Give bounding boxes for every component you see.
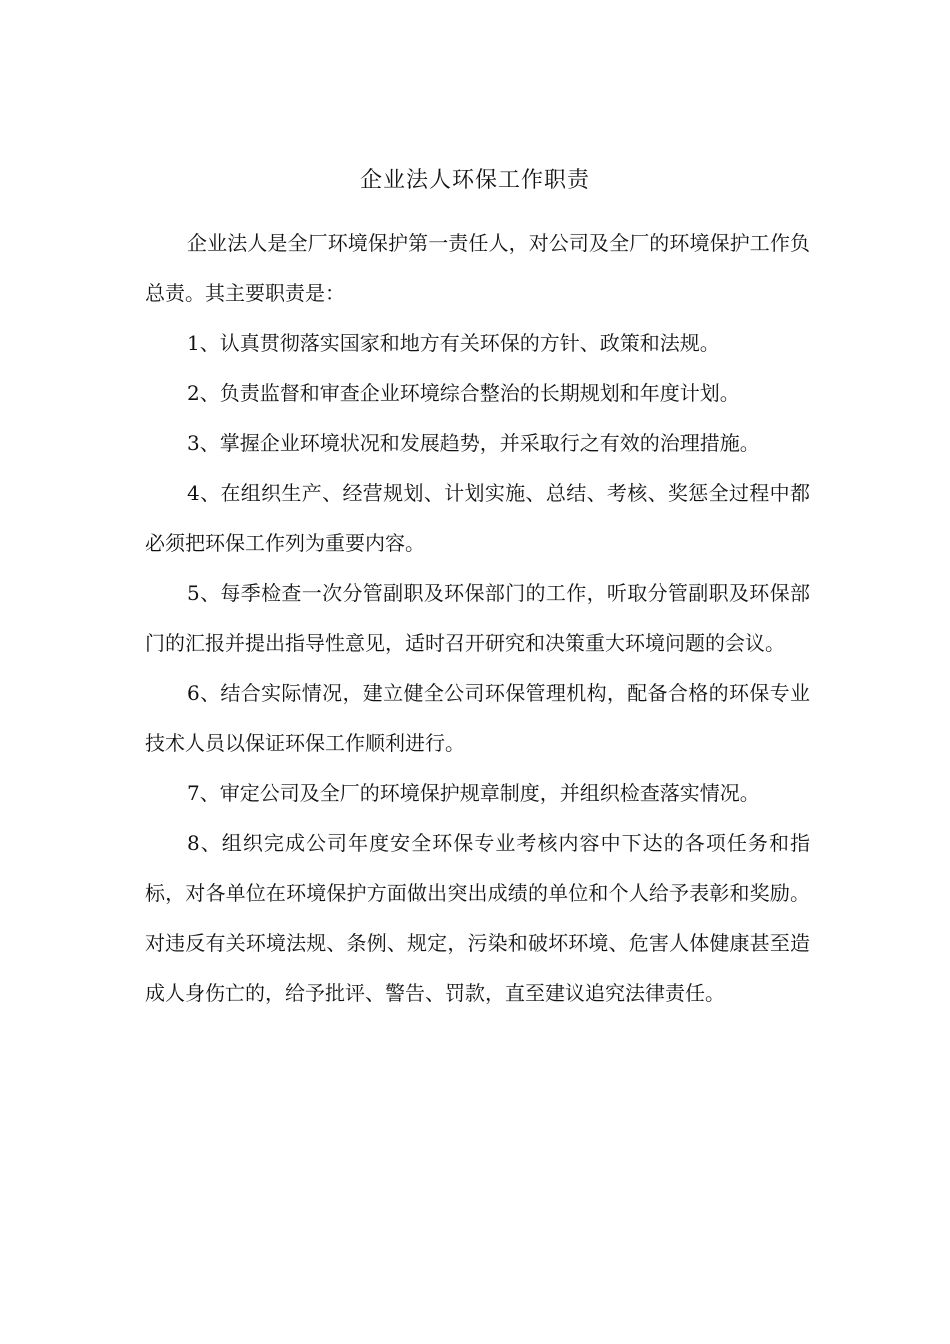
duty-item-6: 6、结合实际情况，建立健全公司环保管理机构，配备合格的环保专业技术人员以保证环保工作顺利进行。 <box>145 681 810 755</box>
duty-item-7: 7、审定公司及全厂的环境保护规章制度，并组织检查落实情况。 <box>187 781 760 805</box>
duty-item-2: 2、负责监督和审查企业环境综合整治的长期规划和年度计划。 <box>187 381 740 405</box>
duty-item-8: 8、组织完成公司年度安全环保专业考核内容中下达的各项任务和指标，对各单位在环境保护方面做出突出成绩的单位和个人给予表彰和奖励。对违反有关环境法规、条例、规定，污染和破坏环境、危害人体健康甚至造成人身伤亡的，给予批评、警告、罚款，直至建议追究法律责任。 <box>145 831 810 1005</box>
duty-item-1: 1、认真贯彻落实国家和地方有关环保的方针、政策和法规。 <box>187 331 720 355</box>
duty-item-3: 3、掌握企业环境状况和发展趋势，并采取行之有效的治理措施。 <box>187 431 760 455</box>
duty-item-4: 4、在组织生产、经营规划、计划实施、总结、考核、奖惩全过程中都必须把环保工作列为重要内容。 <box>145 481 810 555</box>
duty-item-5: 5、每季检查一次分管副职及环保部门的工作，听取分管副职及环保部门的汇报并提出指导性意见，适时召开研究和决策重大环境问题的会议。 <box>145 581 810 655</box>
document-title: 企业法人环保工作职责 <box>359 168 590 193</box>
intro-paragraph: 企业法人是全厂环境保护第一责任人，对公司及全厂的环境保护工作负总责。其主要职责是： <box>145 231 810 305</box>
document-body <box>145 218 810 1018</box>
